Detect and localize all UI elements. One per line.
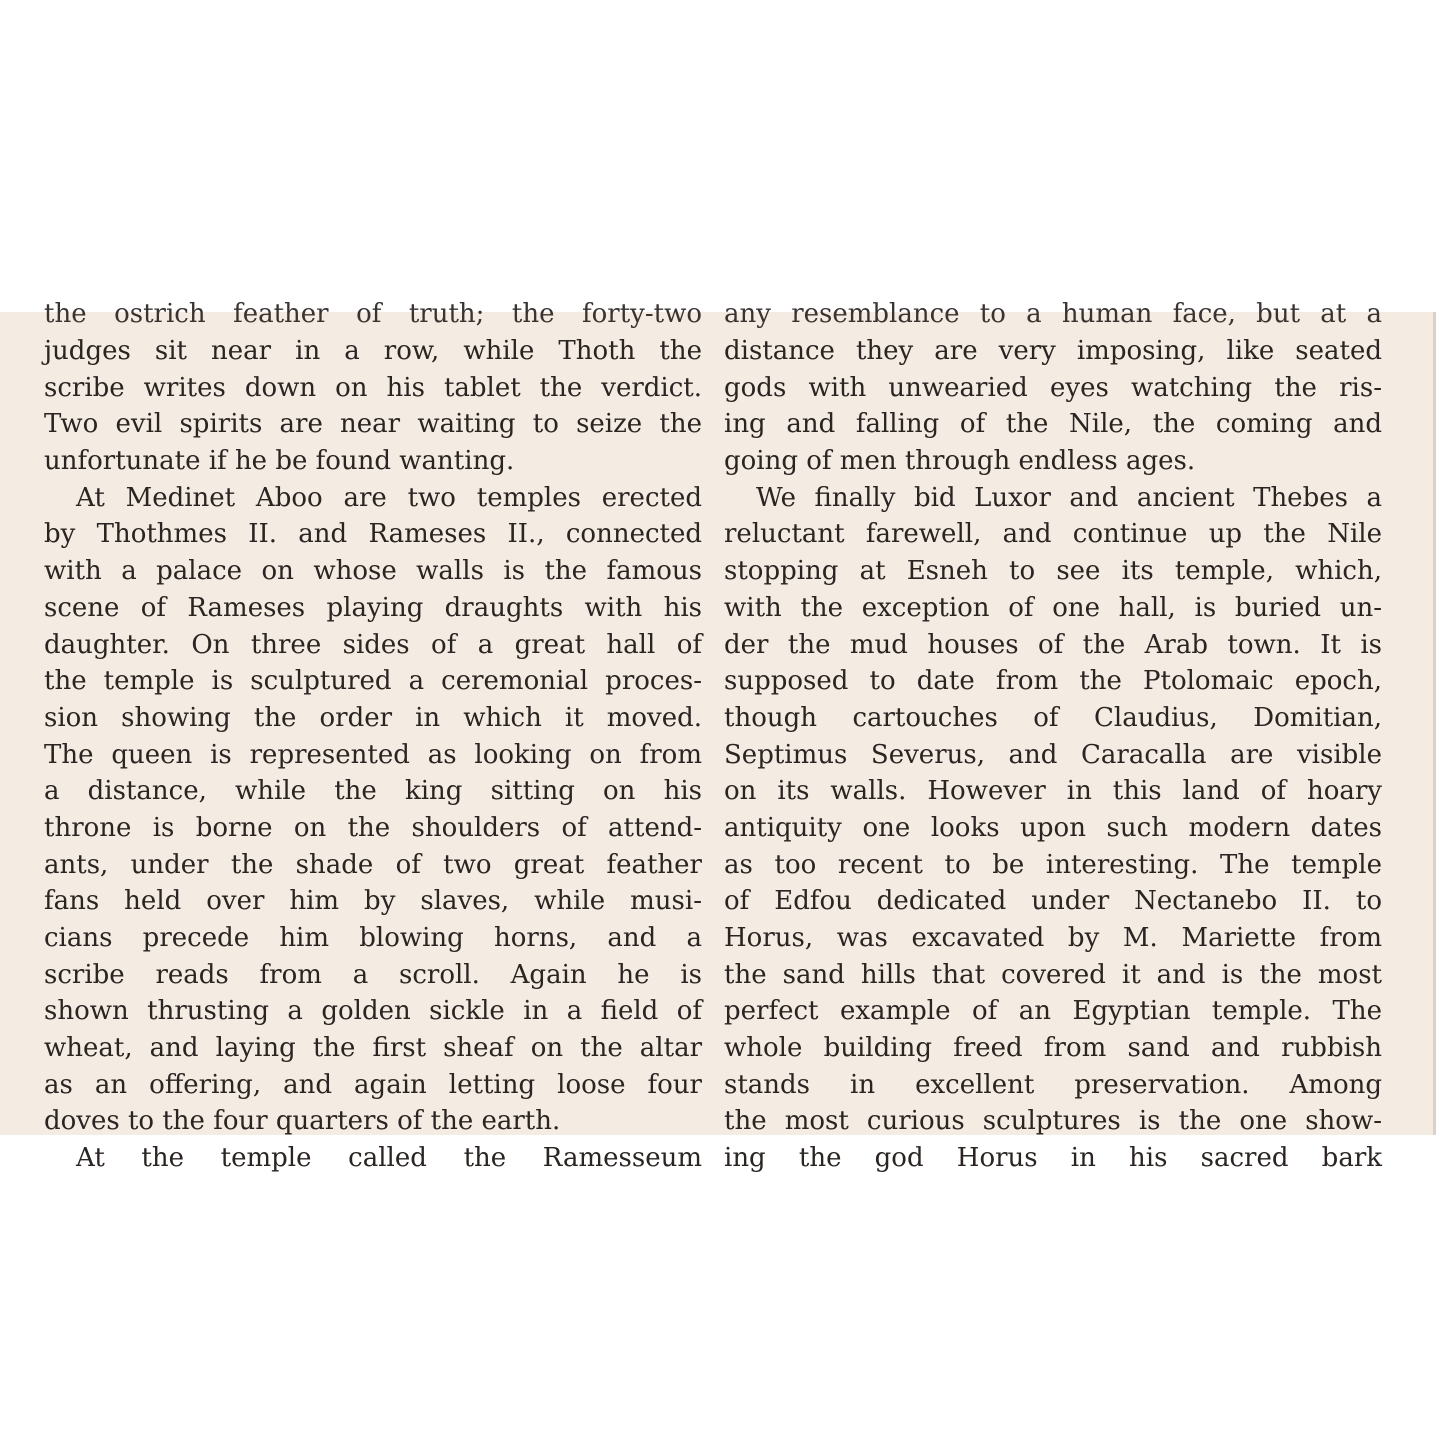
clipping-edge [1433,312,1436,1135]
text-line: by Thothmes II. and Rameses II., connected [44,519,702,549]
newspaper-clipping [0,299,1436,1173]
text-line: sion showing the order in which it moved. [44,703,702,733]
text-line: on its walls. However in this land of hoary [724,776,1382,806]
text-line: judges sit near in a row, while Thoth the [44,336,702,366]
text-line: scribe writes down on his tablet the verdict. [44,373,702,403]
text-line: At Medinet Aboo are two temples erected [76,483,702,513]
text-line: reluctant farewell, and continue up the Nile [724,519,1382,549]
text-line: stands in excellent preservation. Among [724,1070,1382,1100]
text-line: Septimus Severus, and Caracalla are visible [724,740,1382,770]
text-line: der the mud houses of the Arab town. It is [724,630,1382,660]
text-line: scene of Rameses playing draughts with his [44,593,702,623]
text-line: supposed to date from the Ptolomaic epoch, [724,666,1382,696]
text-line: ing the god Horus in his sacred bark [724,1143,1382,1173]
text-line: At the temple called the Ramesseum [76,1143,702,1173]
text-line: cians precede him blowing horns, and a [44,923,702,953]
text-line: doves to the four quarters of the earth. [44,1106,561,1136]
text-line: fans held over him by slaves, while musi- [44,886,702,916]
text-line: as too recent to be interesting. The temple [724,850,1382,880]
text-line: as an offering, and again letting loose four [44,1070,702,1100]
text-line: the sand hills that covered it and is the most [724,960,1382,990]
text-line: perfect example of an Egyptian temple. The [724,996,1382,1026]
text-line: the ostrich feather of truth; the forty-two [44,299,702,329]
text-line: daughter. On three sides of a great hall of [44,630,702,660]
text-line: Horus, was excavated by M. Mariette from [724,923,1382,953]
text-line: unfortunate if he be found wanting. [44,446,515,476]
text-line: with the exception of one hall, is buried un- [724,593,1382,623]
text-line: ing and falling of the Nile, the coming and [724,409,1382,439]
text-line: shown thrusting a golden sickle in a field of [44,996,702,1026]
text-line: distance they are very imposing, like seated [724,336,1382,366]
text-line: wheat, and laying the first sheaf on the altar [44,1033,702,1063]
text-line: a distance, while the king sitting on his [44,776,702,806]
text-line: gods with unwearied eyes watching the ris- [724,373,1382,403]
text-line: Two evil spirits are near waiting to seize the [44,409,702,439]
text-line: throne is borne on the shoulders of attend- [44,813,702,843]
text-line: of Edfou dedicated under Nectanebo II. to [724,886,1382,916]
text-line: though cartouches of Claudius, Domitian, [724,703,1382,733]
text-line: with a palace on whose walls is the famous [44,556,702,586]
text-line: ants, under the shade of two great feather [44,850,702,880]
text-line: going of men through endless ages. [724,446,1196,476]
text-line: The queen is represented as looking on from [44,740,702,770]
text-line: stopping at Esneh to see its temple, which, [724,556,1382,586]
text-line: We finally bid Luxor and ancient Thebes a [756,483,1382,513]
text-line: whole building freed from sand and rubbish [724,1033,1382,1063]
text-line: the most curious sculptures is the one show- [724,1106,1382,1136]
text-line: the temple is sculptured a ceremonial proces- [44,666,702,696]
text-line: antiquity one looks upon such modern dates [724,813,1382,843]
text-line: any resemblance to a human face, but at a [724,299,1382,329]
text-line: scribe reads from a scroll. Again he is [44,960,702,990]
